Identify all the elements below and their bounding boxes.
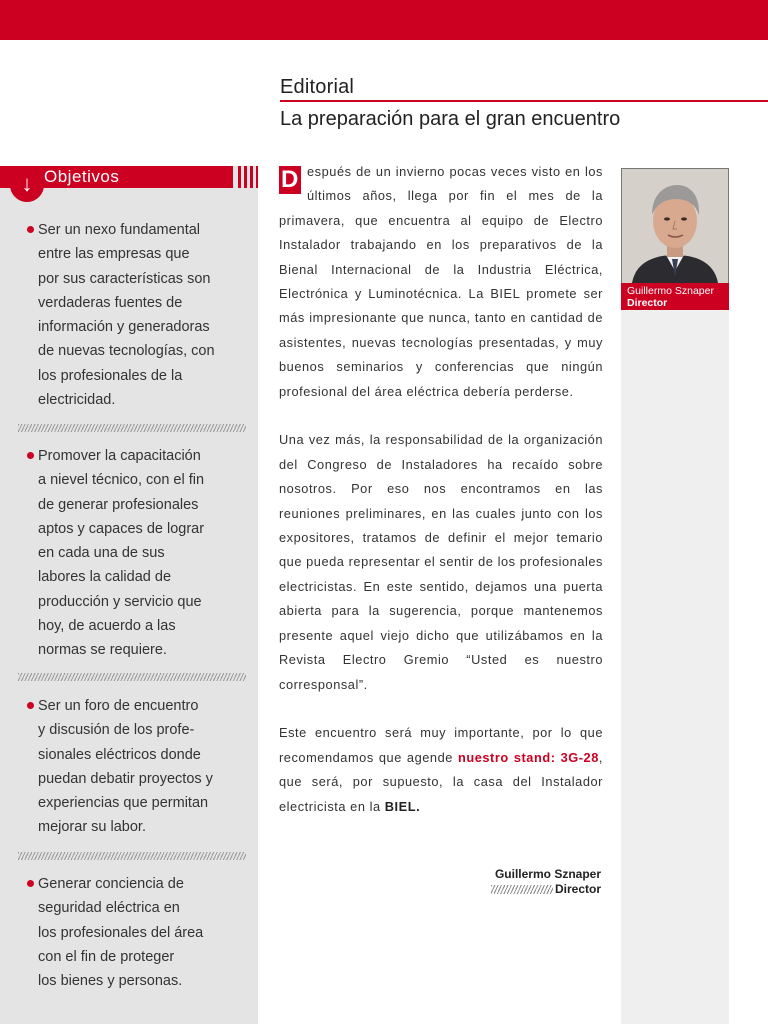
page-header: [280, 74, 768, 132]
drop-cap: D: [279, 166, 301, 194]
objective-line: los bienes y personas.: [38, 973, 183, 990]
caption-name: Guillermo Sznaper: [627, 285, 714, 297]
objective-line: verdaderas fuentes de: [38, 294, 183, 311]
objective-line: puedan debatir proyectos y: [38, 770, 213, 787]
objective-line: los profesionales del área: [38, 924, 204, 941]
article-paragraph-3: [279, 721, 603, 819]
objective-line: normas se requiere.: [38, 642, 167, 659]
article-paragraph-1: [279, 160, 603, 404]
objective-line: de generar profesionales: [38, 496, 199, 513]
biel-emphasis: BIEL.: [384, 798, 421, 814]
bullet-icon: [27, 880, 34, 887]
top-banner: [0, 0, 768, 40]
caption-role: Director: [627, 297, 668, 309]
objective-line: mejorar su labor.: [38, 819, 146, 836]
objectives-title: Objetivos: [44, 167, 120, 186]
bullet-icon: [27, 226, 34, 233]
objective-line: aptos y capaces de lograr: [38, 520, 205, 537]
objective-item-2: [22, 444, 232, 663]
objective-line: información y generadoras: [38, 319, 210, 336]
objective-item-1: [22, 218, 232, 412]
photo-caption: [621, 283, 729, 310]
paragraph-text: Este encuentro será muy importante, por lo que recomendamos que agende: [279, 725, 603, 765]
header-rule: [280, 100, 768, 102]
objective-line: Generar conciencia de: [38, 876, 184, 892]
page-title: La preparación para el gran encuentro: [280, 108, 621, 130]
objective-line: experiencias que permitan: [38, 795, 209, 812]
objectives-header: [0, 166, 258, 196]
objective-line: con el fin de proteger: [38, 948, 175, 965]
objective-item-3: [22, 694, 232, 840]
author-panel: [621, 168, 729, 1024]
bullet-icon: [27, 702, 34, 709]
objective-line: labores la calidad de: [38, 569, 172, 586]
bullet-icon: [27, 452, 34, 459]
article-body: [279, 160, 603, 819]
item-divider: [18, 424, 246, 432]
portrait-illustration: [622, 169, 728, 283]
objective-item-4: [22, 872, 232, 993]
objective-line: Ser un nexo fundamental: [38, 222, 201, 238]
signature-role: Director: [554, 882, 601, 896]
paragraph-text: Una vez más, la responsabilidad de la organización del Congreso de Instaladores ha recaído sobre nosotros. Por eso nos encontramos en las reuniones preliminares, en las cuales junto con los expositores, tratamos de definir el mejor temario que pueda representar el sentir de los profesionales electricistas. En este sentido, dejamos una puerta abierta para la sugerencia, porque mantenemos presente aquel viejo dicho que utilizábamos en la Revista Electro Gremio “Usted es nuestro corresponsal”.: [279, 432, 603, 692]
objective-line: Ser un foro de encuentro: [38, 698, 199, 714]
objective-line: a nievel técnico, con el fin: [38, 472, 205, 489]
paragraph-text: espués de un invierno pocas veces visto en los últimos años, llega por fin el mes de la primavera, que encuentra al equipo de Electro Instalador trabajando en los preparativos de la Bienal Internacional de la Industria Eléctrica, Electrónica y Luminotécnica. La BIEL promete ser más impresionante que nunca, tanto en cantidad de asistentes, nuevas tecnologías presentadas, y muy buenos seminarios y conferencias que ningún profesional del área eléctrica debería perderse.: [279, 164, 603, 399]
section-label: Editorial: [280, 76, 355, 98]
item-divider: [18, 852, 246, 860]
objective-line: hoy, de acuerdo a las: [38, 618, 176, 635]
objectives-header-stripes: [238, 166, 258, 188]
objective-line: por sus características son: [38, 270, 211, 287]
signature-name: Guillermo Sznaper: [494, 867, 601, 881]
objective-line: en cada una de sus: [38, 545, 165, 562]
objective-line: Promover la capacitación: [38, 448, 201, 464]
arrow-down-icon: ↓: [10, 168, 44, 202]
objective-line: de nuevas tecnologías, con: [38, 343, 215, 360]
stand-highlight: nuestro stand: 3G-28: [457, 749, 599, 765]
article-paragraph-2: [279, 428, 603, 696]
objective-line: y discusión de los profe-: [38, 722, 195, 739]
author-photo: [621, 168, 729, 284]
objective-line: los profesionales de la: [38, 367, 183, 384]
signature-hatch: [491, 885, 553, 894]
objective-line: entre las empresas que: [38, 246, 190, 263]
objective-line: electricidad.: [38, 392, 116, 409]
item-divider: [18, 673, 246, 681]
signature-role-line: [491, 882, 601, 897]
objective-line: producción y servicio que: [38, 593, 202, 610]
objective-line: seguridad eléctrica en: [38, 900, 180, 917]
signature: [491, 867, 601, 897]
paragraph-text: , que será, por supuesto, la casa del Instalador electricista en la: [279, 749, 603, 814]
objectives-sidebar: [0, 166, 258, 1024]
objective-line: sionales eléctricos donde: [38, 746, 201, 763]
